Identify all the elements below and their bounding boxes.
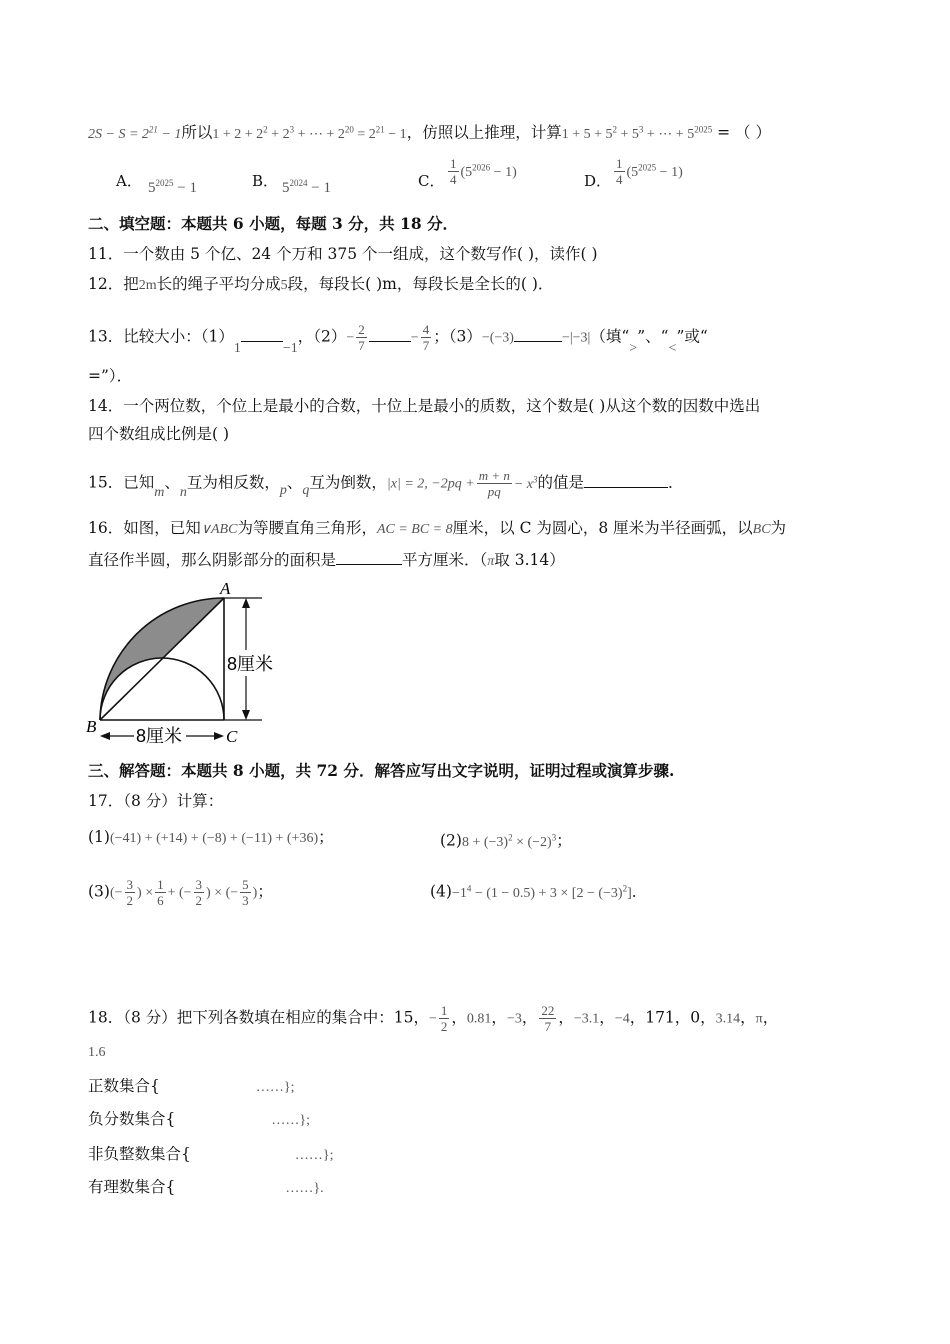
- q16-line1: 16．如图，已知∨ABC为等腰直角三角形，AC = BC = 8厘米，以 C 为圆心，8 厘米为半径画弧，以BC为: [88, 519, 787, 537]
- math-expr: $1 + 5 + 5^2 + 5^3$ + ⋯ + $5^{2025}$: [561, 124, 713, 142]
- q17-part3: (3)(− $\frac{3}{2}$ ) × $\frac{1}{6}$ + (− $\frac{3}{2}$ ) × (− $\frac{5}{3}$ )；: [88, 877, 273, 908]
- option-b[interactable]: B．: [252, 172, 279, 190]
- geometry-figure: [84, 578, 284, 750]
- q13: 13．比较大小：（1）1 −1，（2）− $\frac{2}{7}$ − $\frac{4}{7}$ ；（3）−(−3) −|−3|（填“>”、“<”或“: [88, 322, 708, 356]
- label-b: B: [86, 717, 97, 736]
- option-c-expr: $\frac{1}{4}$ $(5^{2026} - 1)$: [450, 156, 517, 187]
- q15: 15．已知m、n互为相反数，p、q互为倒数，|x| = 2, −2pq + $\frac{m + n}{pq}$ − $x^3$的值是 ．: [88, 468, 684, 500]
- set-positive[interactable]: 正数集合{ ……};: [88, 1077, 295, 1095]
- set-rational[interactable]: 有理数集合{ ……}.: [88, 1178, 324, 1196]
- option-d-expr: $\frac{1}{4}$ $(5^{2025} - 1)$: [616, 156, 683, 187]
- arrow-head-left: [100, 732, 110, 740]
- option-b-expr: $5^{2024} - 1$: [282, 178, 331, 196]
- label-a: A: [220, 579, 231, 598]
- option-a[interactable]: A．: [116, 172, 142, 190]
- q14-line2: 四个数组成比例是( ): [88, 425, 230, 443]
- section-title: 三、解答题：本题共 8 小题，共 72 分．解答应写出文字说明，证明过程或演算步骤.: [88, 761, 675, 780]
- base-length-label: 8厘米: [136, 726, 183, 746]
- q16-line2: 直径作半圆，那么阴影部分的面积是 平方厘米．（π取 3.14）: [88, 551, 565, 569]
- q18-title: 18．（8 分）把下列各数填在相应的集合中：15，− $\frac{1}{2}$ ，0.81，−3， $\frac{22}{7}$ ，−3.1，−4，171，0，3.14，π，: [88, 1003, 779, 1034]
- math-expr: $1 + 2 + 2^2 + 2^3$ + ⋯ + $2^{20} = 2^{21} - 1$: [212, 124, 407, 142]
- q14-line1: 14．一个两位数，个位上是最小的合数，十位上是最小的质数，这个数是( )从这个数的因数中选出: [88, 397, 761, 415]
- option-d[interactable]: D．: [584, 172, 612, 190]
- q13-cont: =”）．: [88, 367, 133, 385]
- arrow-head-right: [214, 732, 224, 740]
- option-c[interactable]: C．: [418, 172, 445, 190]
- q12: 12．把2m长的绳子平均分成5段，每段长( )m，每段长是全长的( )．: [88, 275, 554, 293]
- math-expr: $2S - S = 2^{21} - 1$: [88, 124, 182, 142]
- arrow-head-down: [242, 710, 250, 720]
- set-nonnegative-integer[interactable]: 非负整数集合{ ……};: [88, 1145, 334, 1163]
- set-negative-fraction[interactable]: 负分数集合{ ……};: [88, 1110, 310, 1128]
- q18-last-number: 1.6: [88, 1045, 106, 1060]
- q17-title: 17．（8 分）计算：: [88, 792, 224, 810]
- label-c: C: [226, 727, 238, 746]
- side-length-label: 8厘米: [227, 654, 274, 674]
- q10-stem: $2S - S = 2^{21} - 1$所以$1 + 2 + 2^2 + 2^3$ + ⋯ + $2^{20} = 2^{21} - 1$，仿照以上推理，计算$1 + 5 + 5^2 + 5^3$ + ⋯ + $5^{2025}$ = （ ）: [88, 123, 771, 142]
- q17-part2: $(2)8 + (-3)^2 \times (-2)^3$；: [440, 831, 572, 850]
- arrow-head-up: [242, 598, 250, 608]
- option-a-expr: $5^{2025} - 1$: [148, 178, 197, 196]
- q11: 11．一个数由 5 个亿、24 个万和 375 个一组成，这个数写作( )，读作( ): [88, 245, 598, 263]
- section-title: 二、填空题：本题共 6 小题，每题 3 分，共 18 分．: [88, 214, 459, 233]
- q17-part4: $(4)-1^4 - (1 - 0.5) + 3 \times [2 - (-3)^2]$．: [430, 882, 648, 901]
- q17-part1: (1)(−41) + (+14) + (−8) + (−11) + (+36)；: [88, 828, 334, 846]
